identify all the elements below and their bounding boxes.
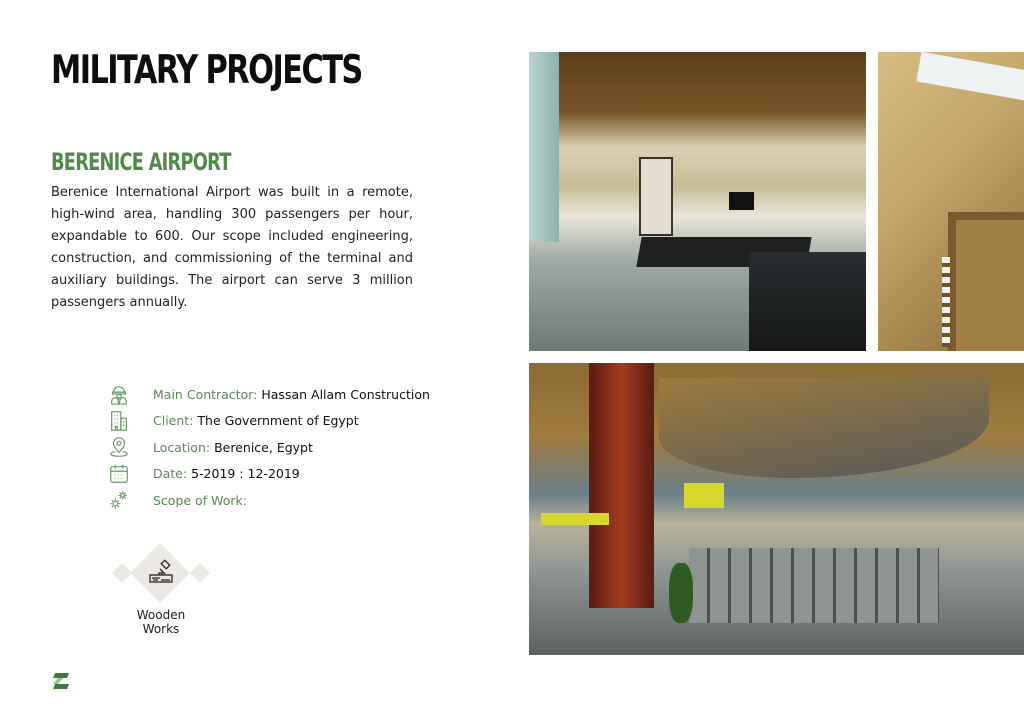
glass-barrier [689,548,939,623]
detail-value: Berenice, Egypt [214,439,313,455]
detail-value: 5-2019 : 12-2019 [191,466,300,482]
wave-ceiling [659,378,989,478]
building-icon [108,410,130,432]
perforated-strip [942,257,950,347]
calendar-icon [108,463,130,485]
terminal-hall-photo [529,52,866,351]
worker-helmet-icon [108,383,130,405]
project-description: Berenice International Airport was built in a remote, high-wind area, handling 300 passengers per hour, expandable to 600. Our scope included engineering, construction, and commissioning of the terminal and auxiliary buildings. The airport can serve 3 million passengers annually. [51,185,413,310]
project-title: BERENICE AIRPORT [51,148,231,176]
detail-scope [108,487,430,514]
detail-label: Main Contractor: [153,386,258,402]
scope-label-line: Works [142,622,180,636]
gears-icon [108,489,130,511]
red-pillar [589,363,654,608]
detail-client [108,408,430,435]
detail-label: Date: [153,466,188,482]
wooden-panel-detail-photo [878,52,1024,351]
scope-label-line: Wooden [136,608,186,622]
detail-label: Location: [153,439,211,455]
scope-item-label [120,608,202,636]
project-details [108,381,430,514]
pattern-panel [639,157,673,236]
hammer-wood-icon [147,559,175,587]
plant [669,563,693,623]
detail-contractor [108,381,430,408]
screen [729,192,754,210]
company-logo [52,673,70,689]
decor-diamond [112,563,132,583]
location-pin-icon [108,436,130,458]
check-in-hall-photo [529,363,1024,655]
floor-reflection [749,252,866,351]
sign [541,513,609,525]
detail-value: The Government of Egypt [197,413,359,429]
scope-item-wooden-works [110,542,212,604]
detail-label: Client: [153,413,194,429]
page-title: MILITARY PROJECTS [51,48,362,93]
niche [948,212,1024,351]
detail-label: Scope of Work: [153,492,247,508]
window-area [529,52,559,242]
detail-date [108,461,430,488]
sign [684,483,724,508]
decor-diamond [190,563,210,583]
detail-value: Hassan Allam Construction [261,386,430,402]
detail-location [108,434,430,461]
skylight [916,52,1024,102]
